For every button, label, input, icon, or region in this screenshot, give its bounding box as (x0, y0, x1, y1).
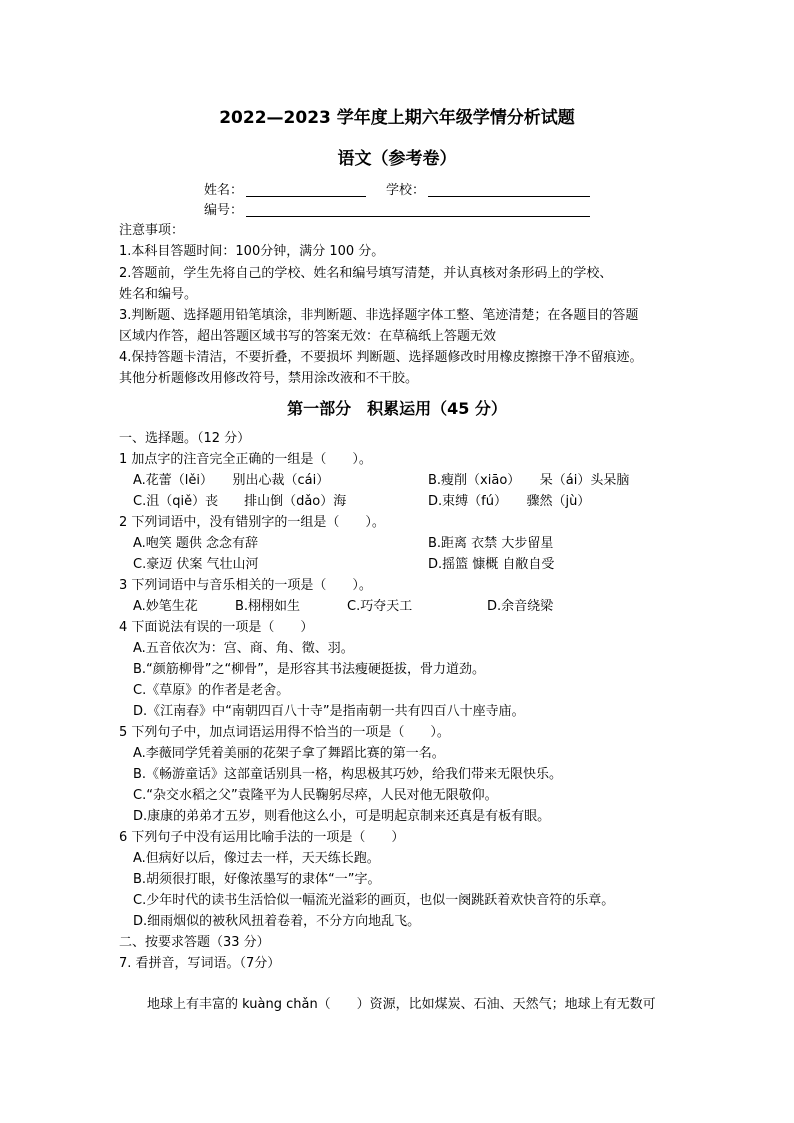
question-stem: 4 下面说法有误的一项是（ ） (119, 620, 314, 635)
section-heading: 一、选择题。（12 分） (119, 431, 251, 446)
option-b[interactable]: B.栩栩如生 (235, 599, 301, 614)
option-a[interactable]: A.但病好以后，像过去一样，天天练长跑。 (133, 851, 380, 866)
school-label: 学校： (386, 183, 426, 198)
option-c[interactable]: C.沮（qiě）丧 排山倒（dǎo）海 (133, 494, 347, 509)
option-a[interactable]: A.李薇同学凭着美丽的花架子拿了舞蹈比赛的第一名。 (133, 746, 445, 761)
option-a[interactable]: A.五音依次为：宫、商、角、徵、羽。 (133, 641, 354, 656)
option-d[interactable]: D.摇篮 慷概 自敝自受 (428, 557, 555, 572)
note-item: 其他分析题修改用修改符号，禁用涂改液和不干胶。 (119, 371, 419, 386)
notes-heading: 注意事项： (119, 223, 185, 238)
option-d[interactable]: D.余音绕梁 (487, 599, 554, 614)
exam-subtitle: 语文（参考卷） (337, 149, 457, 169)
question-stem: 5 下列句子中，加点词语运用得不恰当的一项是（ ）。 (119, 725, 450, 740)
option-b[interactable]: B.《畅游童话》这部童话别具一格，构思极其巧妙，给我们带来无限快乐。 (133, 767, 563, 782)
name-label: 姓名： (204, 183, 244, 198)
note-item: 2.答题前，学生先将自己的学校、姓名和编号填写清楚，并认真核对条形码上的学校、 (119, 266, 613, 281)
question-stem: 3 下列词语中与音乐相关的一项是（ ）。 (119, 578, 372, 593)
option-c[interactable]: C.“杂交水稻之父”袁隆平为人民鞠躬尽瘁，人民对他无限敬仰。 (133, 788, 498, 803)
option-c[interactable]: C.少年时代的读书生活恰似一幅流光溢彩的画页，也似一阕跳跃着欢快音符的乐章。 (133, 893, 615, 908)
passage-text: 地球上有丰富的 kuàng chǎn（ ）资源，比如煤炭、石油、天然气；地球上有无数可 (147, 997, 656, 1012)
option-a[interactable]: A.咆笑 题供 念念有辞 (133, 536, 259, 551)
note-item: 区域内作答，超出答题区域书写的答案无效：在草稿纸上答题无效 (119, 329, 497, 344)
question-stem: 2 下列词语中，没有错别字的一组是（ ）。 (119, 515, 385, 530)
option-c[interactable]: C.巧夺天工 (347, 599, 413, 614)
option-c[interactable]: C.豪迈 伏案 气壮山河 (133, 557, 259, 572)
note-item: 1.本科目答题时间：100分钟，满分 100 分。 (119, 244, 385, 259)
option-b[interactable]: B.胡须很打眼，好像浓墨写的隶体“一”字。 (133, 872, 381, 887)
note-item: 4.保持答题卡清洁，不要折叠，不要损坏 判断题、选择题修改时用橡皮擦擦干净不留痕迹。 (119, 350, 643, 365)
question-stem: 6 下列句子中没有运用比喻手法的一项是（ ） (119, 830, 405, 845)
part-title: 第一部分 积累运用（45 分） (287, 399, 507, 418)
section-heading: 二、按要求答题（33 分） (119, 935, 270, 950)
option-b[interactable]: B.距离 衣禁 大步留星 (428, 536, 554, 551)
option-c[interactable]: C.《草原》的作者是老舍。 (133, 683, 290, 698)
question-stem: 1 加点字的注音完全正确的一组是（ ）。 (119, 452, 372, 467)
note-item: 3.判断题、选择题用铅笔填涂，非判断题、非选择题字体工整、笔迹清楚；在各题目的答题 (119, 308, 639, 323)
exam-title: 2022—2023 学年度上期六年级学情分析试题 (219, 108, 575, 128)
option-d[interactable]: D.细雨烟似的被秋风扭着卷着，不分方向地乱飞。 (133, 914, 421, 929)
option-d[interactable]: D.康康的弟弟才五岁，则看他这么小，可是明起京制来还真是有板有眼。 (133, 809, 551, 824)
option-b[interactable]: B.“颜筋柳骨”之“柳骨”，是形容其书法瘦硬挺拔，骨力道劲。 (133, 662, 485, 677)
school-field[interactable] (428, 196, 590, 197)
option-b[interactable]: B.瘦削（xiāo） 呆（ái）头呆脑 (428, 473, 630, 488)
number-label: 编号： (204, 203, 244, 218)
note-item: 姓名和编号。 (119, 287, 198, 302)
name-field[interactable] (246, 196, 366, 197)
option-a[interactable]: A.妙笔生花 (133, 599, 198, 614)
question-stem: 7. 看拼音，写词语。（7分） (119, 956, 281, 971)
number-field[interactable] (246, 216, 590, 217)
option-d[interactable]: D.《江南春》中“南朝四百八十寺”是指南朝一共有四百八十座寺庙。 (133, 704, 525, 719)
option-d[interactable]: D.束缚（fú） 骤然（jù） (428, 494, 591, 509)
option-a[interactable]: A.花蕾（lěi） 别出心裁（cái） (133, 473, 330, 488)
